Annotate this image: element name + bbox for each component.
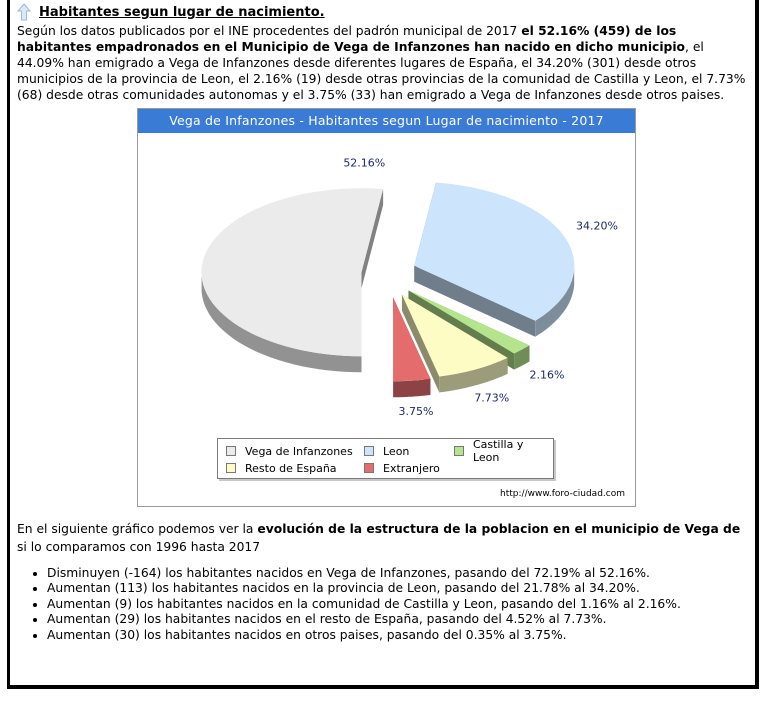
legend-item-resto [226, 460, 337, 476]
pie-data-label: 52.16% [343, 156, 386, 170]
legend-swatch [226, 463, 236, 473]
evolution-list [17, 566, 765, 643]
evolution-line-2: si lo comparamos con 1996 hasta 2017 [17, 540, 261, 554]
evolution-paragraph [17, 520, 752, 556]
intro-paragraph [17, 23, 752, 103]
intro-text-1: Según los datos publicados por el INE procedentes del padrón municipal de 2017 [17, 24, 522, 38]
legend-item-castilla [454, 438, 553, 464]
pie-data-label: 34.20% [576, 219, 618, 233]
section-header [17, 3, 325, 21]
list-item: • Aumentan (113) los habitantes nacidos en la provincia de Leon, pasando del 21.78% al 34.20%. [47, 581, 765, 596]
legend-label: Resto de España [245, 461, 337, 475]
pie-data-label: 2.16% [529, 368, 565, 382]
intro-text-2: , el 44.09% han emigrado a Vega de Infanzones desde diferentes lugares de España, el 34.20% (301) desde otros municipios de la provincia de Leon, el 2.16% (19) desde otras provincias de la comunidad de Castilla y Leon, el 7.73% (68) desde otras comunidades autonomas y el 3.75% (33) han emigrado a Vega de Infanzones desde otros paises. [17, 40, 746, 102]
pie-slice-side [393, 379, 430, 397]
legend-swatch [226, 446, 236, 456]
list-item: • Aumentan (30) los habitantes nacidos en otros paises, pasando del 0.35% al 3.75%. [47, 628, 765, 643]
legend-item-vega [226, 443, 353, 459]
legend-label: Vega de Infanzones [245, 444, 353, 458]
pie-data-label: 7.73% [474, 391, 510, 405]
list-item: • Aumentan (29) los habitantes nacidos en el resto de España, pasando del 4.52% al 7.73%. [47, 612, 765, 627]
list-item: • Disminuyen (-164) los habitantes nacidos en Vega de Infanzones, pasando del 72.19% al 52.16%. [47, 566, 765, 581]
legend-item-leon [364, 443, 409, 459]
pie-chart [137, 108, 636, 507]
legend-swatch [364, 463, 374, 473]
legend-swatch [454, 446, 464, 456]
pie-data-label: 3.75% [398, 405, 434, 418]
legend-label: Leon [383, 444, 410, 458]
chart-title: Vega de Infanzones - Habitantes segun Lugar de nacimiento - 2017 [138, 109, 635, 133]
legend-label: Extranjero [383, 461, 440, 475]
arrow-up-icon[interactable] [17, 3, 31, 21]
intro-bold: el 52.16% (459) de los habitantes empadronados en el Municipio de Vega de Infanzones han nacido en dicho municipio [17, 24, 686, 54]
chart-source[interactable]: http://www.foro-ciudad.com [500, 489, 625, 499]
evolution-bold: evolución de la estructura de la poblacion en el municipio de Vega de [257, 522, 741, 536]
legend-swatch [364, 446, 374, 456]
pie-slice-vega-de-infanzones[interactable] [201, 188, 383, 372]
section-title: Habitantes segun lugar de nacimiento. [39, 4, 325, 20]
legend-label: Castilla y Leon [472, 438, 524, 464]
chart-legend [217, 438, 554, 479]
list-item: • Aumentan (9) los habitantes nacidos en la comunidad de Castilla y Leon, pasando del 1.16% al 2.16%. [47, 597, 765, 612]
evolution-text: En el siguiente gráfico podemos ver la [17, 522, 258, 536]
legend-item-extranjero [364, 460, 440, 476]
pie-slice-top [414, 183, 574, 321]
